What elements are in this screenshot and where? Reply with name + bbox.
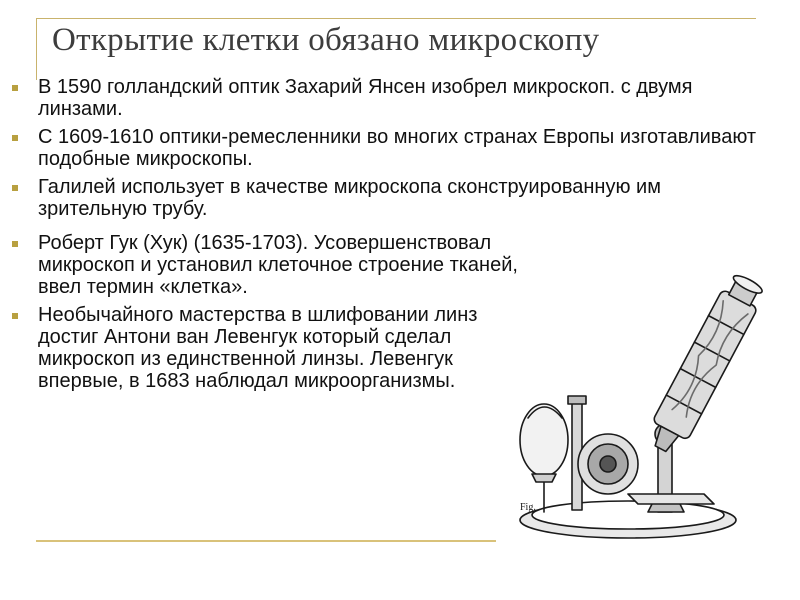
bottom-divider [36,540,496,542]
bullet-marker-icon [12,313,18,319]
bullet-text-2: С 1609-1610 оптики-ремесленники во многих странах Европы изготавливают подобные микроскопы. [38,126,757,170]
bullet-text-5: Необычайного мастерства в шлифовании линз достиг Антони ван Левенгук который сделал микроскоп из единственной линзы. Левенгук впервые, в 1683 наблюдал микроорганизмы. [38,304,478,392]
svg-text:Fig.: Fig. [520,502,536,513]
bullet-item-4 [10,232,518,298]
bullet-marker-icon [12,241,18,247]
bullet-item-1 [10,76,770,120]
bullet-text-1: В 1590 голландский оптик Захарий Янсен изобрел микроскоп. с двумя линзами. [38,76,693,120]
bullet-item-5 [10,304,518,392]
left-divider [36,18,37,80]
bullet-text-4: Роберт Гук (Хук) (1635-1703). Усовершенствовал микроскоп и установил клеточное строение тканей, ввел термин «клетка». [38,232,518,298]
bullet-marker-icon [12,185,18,191]
bullet-marker-icon [12,85,18,91]
microscope-icon [508,268,770,550]
bullet-marker-icon [12,135,18,141]
bullet-item-3 [10,176,770,220]
bullet-item-2 [10,126,770,170]
top-divider [36,18,756,19]
bullet-text-3: Галилей использует в качестве микроскопа сконструированную им зрительную трубу. [38,176,661,220]
slide-title: Открытие клетки обязано микроскопу [52,22,600,58]
